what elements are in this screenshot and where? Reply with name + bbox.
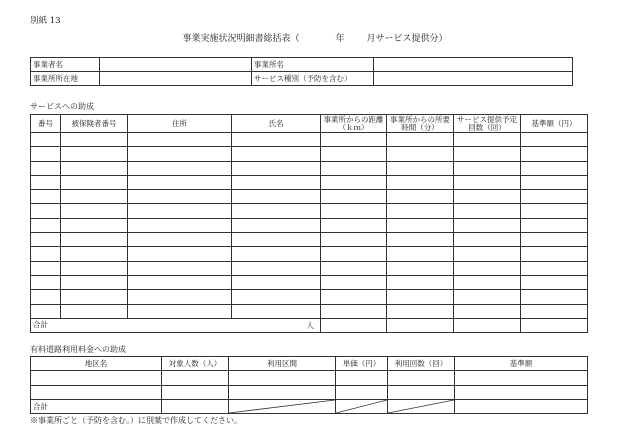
- table-row: [31, 161, 588, 175]
- table-row: [31, 247, 588, 261]
- service-rows: [31, 133, 588, 319]
- page-title: [0, 31, 630, 44]
- diagonal-cell: [388, 400, 455, 414]
- table-row: [31, 190, 588, 204]
- title-year-suffix: 年: [335, 34, 345, 44]
- title-main: 事業実施状況明細書総括表（: [182, 34, 300, 44]
- col-toll-standard-amount: 基準額: [455, 357, 588, 371]
- col-distance: 事業所からの距離（ｋｍ）: [321, 115, 387, 133]
- col-target-people: 対象人数（人）: [162, 357, 229, 371]
- table-row: [31, 275, 588, 289]
- provider-address-label: 事業所所在地: [31, 72, 100, 86]
- toll-total-row: [31, 400, 588, 414]
- diagonal-cell: [229, 400, 336, 414]
- toll-road-table: [30, 356, 588, 414]
- col-usage-section: 利用区間: [229, 357, 336, 371]
- service-total-row: [31, 318, 588, 332]
- diagonal-cell: [336, 400, 388, 414]
- table-row: [31, 147, 588, 161]
- table-row: [31, 204, 588, 218]
- service-type-field[interactable]: [374, 72, 573, 86]
- table-row: [31, 233, 588, 247]
- provider-address-field[interactable]: [100, 72, 252, 86]
- service-total-unit: 人: [306, 320, 314, 330]
- col-travel-time: 事業所からの所要時間（分）: [387, 115, 454, 133]
- service-subsidy-table: [30, 114, 588, 333]
- appendix-label: 別紙 13: [30, 16, 61, 26]
- footnote: ※事業所ごと（予防を含む。）に別葉で作成してください。: [30, 416, 242, 425]
- table-row: [31, 261, 588, 275]
- provider-name-label: 事業者名: [31, 58, 100, 72]
- table-row: [31, 371, 588, 386]
- toll-section-heading: 有料道路利用料金への助成: [30, 345, 126, 354]
- table-row: [31, 304, 588, 318]
- table-row: [31, 218, 588, 232]
- service-type-label: サービス種別（予防を含む）: [252, 72, 374, 86]
- col-name: 氏名: [232, 115, 321, 133]
- col-standard-amount: 基準額（円）: [521, 115, 588, 133]
- col-number: 番号: [31, 115, 61, 133]
- col-address: 住所: [128, 115, 232, 133]
- col-district-name: 地区名: [31, 357, 162, 371]
- col-insured-number: 被保険者番号: [61, 115, 128, 133]
- table-row: [31, 385, 588, 400]
- service-total-label: 合計: [33, 320, 48, 330]
- office-name-label: 事業所名: [252, 58, 374, 72]
- provider-name-field[interactable]: [100, 58, 252, 72]
- office-name-field[interactable]: [374, 58, 573, 72]
- toll-total-label: 合計: [31, 400, 162, 414]
- col-usage-count: 利用回数（回）: [388, 357, 455, 371]
- table-row: [31, 290, 588, 304]
- title-month-suffix: 月サービス提供分）: [366, 34, 448, 44]
- service-section-heading: サービスへの助成: [30, 102, 94, 111]
- provider-info-table: [30, 57, 573, 86]
- table-row: [31, 175, 588, 189]
- table-row: [31, 133, 588, 147]
- col-unit-price: 単価（円）: [336, 357, 388, 371]
- col-planned-visits: サービス提供予定回数（回）: [454, 115, 521, 133]
